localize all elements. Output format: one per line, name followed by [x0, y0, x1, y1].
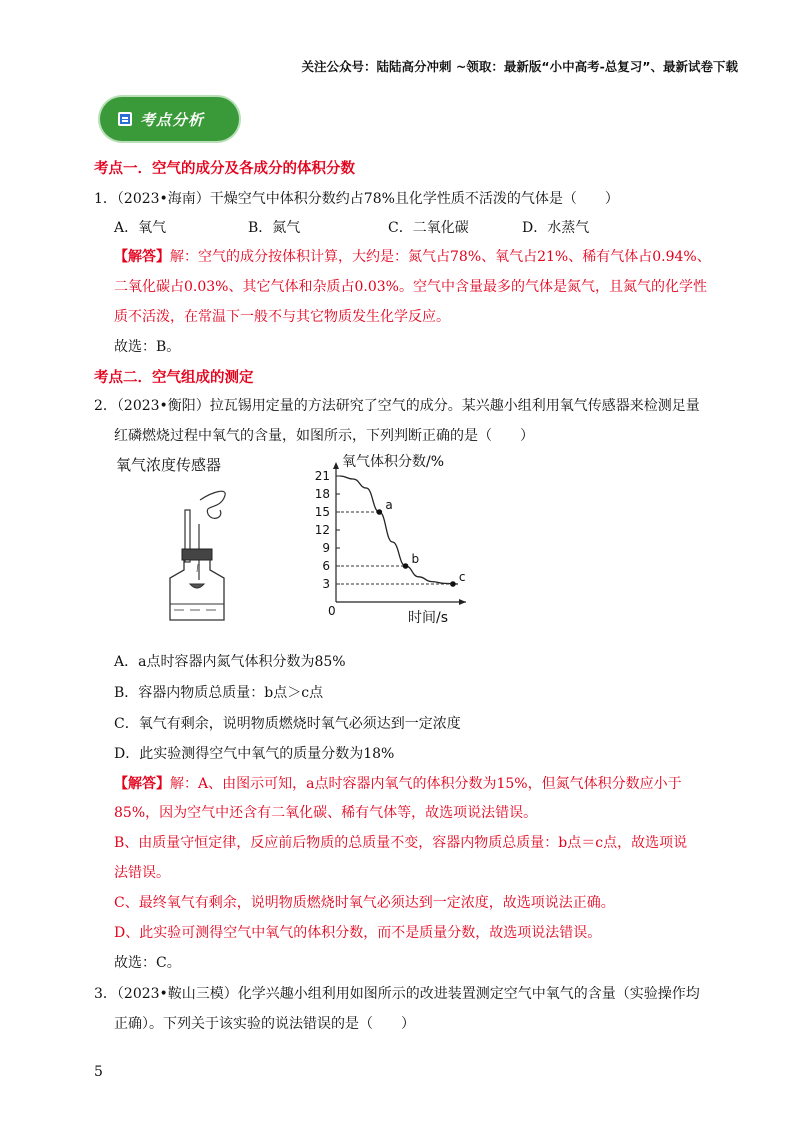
chart-y-tick-label: 3 [322, 577, 330, 591]
chart-series-line [340, 476, 458, 584]
chart-point-label-c: c [458, 570, 466, 584]
chart-y-tick-label: 12 [314, 523, 330, 537]
question-2-stem-2: 红磷燃烧过程中氧气的含量，如图所示，下列判断正确的是（ ） [114, 428, 534, 444]
badge-label: 考点分析 [140, 110, 205, 129]
question-number: 3． [94, 986, 117, 1002]
chart-point-b [403, 563, 409, 569]
q1-answer-line-1 [114, 246, 711, 266]
q2-answer-line-5: C、最终氧气有剩余，说明物质燃烧时氧气必须达到一定浓度，故选项说法正确。 [114, 895, 615, 911]
combustion-spoon [190, 584, 204, 588]
q1-option-b: B．氮气 [248, 220, 301, 236]
question-text: （2023•鞍山三模）化学兴趣小组利用如图所示的改进装置测定空气中氧气的含量（实验操作均 [116, 986, 700, 1002]
answer-tag: 【解答】 [114, 249, 170, 265]
question-text: （2023•海南）干燥空气中体积分数约占78%且化学性质不活泼的气体是（ ） [116, 191, 619, 207]
question-3-stem-1 [94, 983, 700, 1003]
section-badge [100, 97, 239, 141]
answer-text: 解：A、由图示可知，a点时容器内氧气的体积分数为15%，但氮气体积分数应小于 [170, 776, 682, 792]
q2-answer-line-4: 法错误。 [114, 865, 170, 881]
chart-ylabel: 氧气体积分数/% [342, 454, 445, 470]
q2-answer-line-3: B、由质量守恒定律，反应前后物质的总质量不变，容器内物质总质量：b点＝c点，故选项说 [114, 835, 688, 851]
q1-answer-line-3: 质不活泼，在常温下一般不与其它物质发生化学反应。 [114, 309, 450, 325]
section-title-2: 考点二．空气组成的测定 [94, 370, 254, 386]
section-title-1: 考点一．空气的成分及各成分的体积分数 [94, 161, 355, 177]
question-1-stem [94, 188, 619, 208]
q1-choice: 故选：B。 [114, 339, 181, 355]
q2-option-c: C．氧气有剩余，说明物质燃烧时氧气必须达到一定浓度 [114, 716, 461, 732]
chart-point-a [377, 509, 383, 515]
chart-y-tick-label: 15 [314, 505, 330, 519]
oxygen-sensor-apparatus [112, 452, 252, 632]
q1-option-a: A．氧气 [114, 220, 167, 236]
chart-y-tick-label: 6 [322, 559, 330, 573]
question-number: 2． [94, 398, 117, 414]
q2-option-d: D．此实验测得空气中氧气的质量分数为18% [114, 746, 395, 762]
q2-option-a: A．a点时容器内氮气体积分数为85% [114, 654, 346, 670]
apparatus-label: 氧气浓度传感器 [116, 456, 222, 474]
chart-y-tick-label: 18 [314, 487, 330, 501]
chart-y-tick-label: 21 [314, 469, 330, 483]
question-text: （2023•衡阳）拉瓦锡用定量的方法研究了空气的成分。某兴趣小组利用氧气传感器来检测足量 [116, 398, 700, 414]
answer-tag: 【解答】 [114, 776, 170, 792]
sensor-wire [200, 491, 225, 518]
page-header: 关注公众号：陆陆高分冲刺 ~领取：最新版“小中高考-总复习”、最新试卷下载 [301, 59, 738, 74]
page-number: 5 [94, 1064, 103, 1080]
chart-y-arrow [333, 462, 339, 469]
q2-choice: 故选：C。 [114, 955, 181, 971]
question-2-stem-1 [94, 395, 700, 415]
question-number: 1． [94, 191, 117, 207]
q1-option-d: D．水蒸气 [522, 220, 590, 236]
q2-option-b: B．容器内物质总质量：b点＞c点 [114, 685, 324, 701]
stopper [182, 549, 212, 560]
chart-point-label-b: b [411, 552, 420, 566]
chart-plot-area [315, 462, 466, 605]
document-icon [118, 112, 132, 126]
chart-y-tick-label: 9 [322, 541, 330, 555]
question-3-stem-2: 正确）。下列关于该实验的说法错误的是（ ） [114, 1016, 415, 1032]
q1-answer-line-2: 二氧化碳占0.03%、其它气体和杂质占0.03%。空气中含量最多的气体是氮气，且氮气的化学性 [114, 279, 707, 295]
q1-option-c: C．二氧化碳 [388, 220, 469, 236]
chart-x-arrow [459, 599, 466, 605]
q2-answer-line-6: D、此实验可测得空气中氧气的体积分数，而不是质量分数，故选项说法错误。 [114, 925, 602, 941]
answer-text: 解：空气的成分按体积计算，大约是：氮气占78%、氧气占21%、稀有气体占0.94%、 [170, 249, 711, 265]
chart-origin: 0 [328, 604, 336, 618]
flame-mark [197, 564, 198, 572]
q2-answer-line-2: 85%，因为空气中还含有二氧化碳、稀有气体等，故选项说法错误。 [114, 805, 538, 821]
chart-point-c [450, 581, 456, 587]
q2-answer-line-1 [114, 773, 682, 793]
chart-xlabel: 时间/s [408, 610, 449, 626]
oxygen-chart [298, 450, 478, 628]
chart-point-label-a: a [385, 498, 393, 512]
